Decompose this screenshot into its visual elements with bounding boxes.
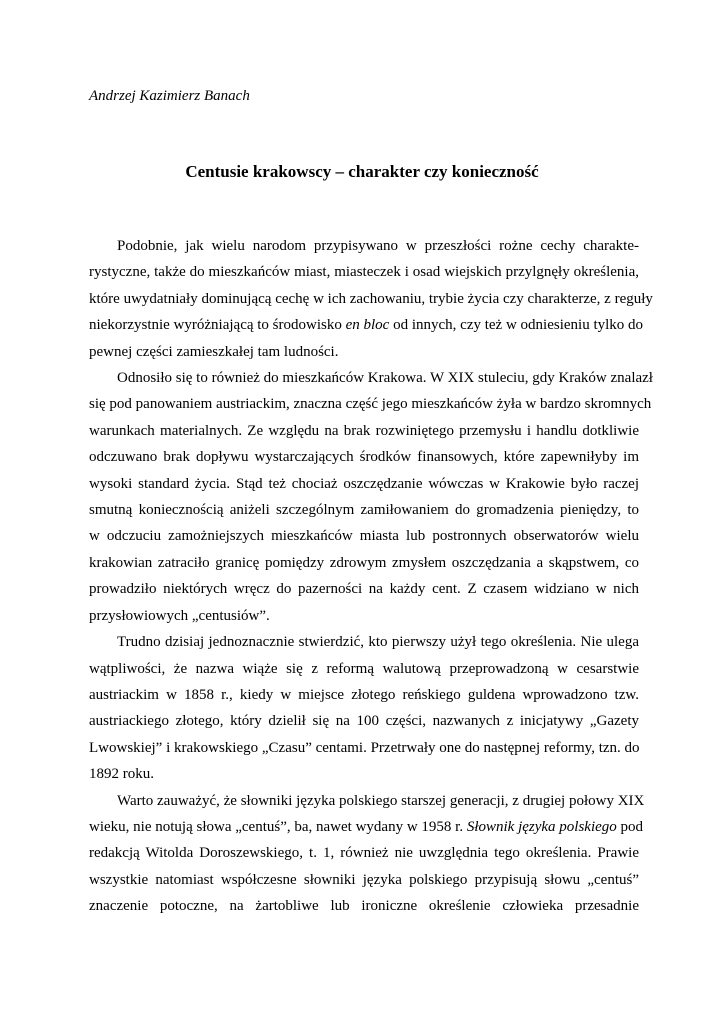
text-segment: pod bbox=[616, 818, 644, 835]
text-line bbox=[89, 286, 653, 312]
text-segment: prowadziło niektórych wręcz do pazerności na każdy cent. Z czasem widziano w nich bbox=[89, 581, 639, 598]
text-segment: Warto zauważyć, że słowniki języka polskiego starszej generacji, z drugiej połowy XIX bbox=[117, 792, 645, 809]
text-segment: wysoki standard życia. Stąd też chociaż oszczędzanie wówczas w Krakowie było raczej bbox=[89, 475, 639, 492]
paragraph bbox=[89, 788, 645, 920]
text-segment: austriackim w 1858 r., kiedy w miejsce złotego reńskiego guldena wprowadzono tzw. bbox=[89, 686, 639, 703]
text-line bbox=[89, 365, 653, 391]
text-segment: 1892 roku. bbox=[89, 766, 154, 783]
text-segment: które uwydatniały dominującą cechę w ich zachowaniu, trybie życia czy charakterze, z reguły bbox=[89, 290, 653, 307]
text-segment: przysłowiowych „centusiów”. bbox=[89, 607, 270, 624]
text-line bbox=[89, 550, 639, 576]
text-segment: znaczenie potoczne, na żartobliwe lub ironiczne określenie człowieka przesadnie bbox=[89, 898, 639, 915]
article-title: Centusie krakowscy – charakter czy konieczność bbox=[185, 162, 539, 181]
text-line bbox=[89, 391, 652, 417]
text-line bbox=[89, 444, 639, 470]
text-line bbox=[89, 603, 639, 629]
text-segment: niekorzystnie wyróżniającą to środowisko bbox=[89, 317, 346, 334]
text-line bbox=[89, 576, 639, 602]
italic-phrase: en bloc bbox=[345, 317, 390, 334]
text-segment: odczuwano brak dopływu wystarczających środków finansowych, które zapewniłyby im bbox=[89, 449, 639, 466]
text-segment: w odczuciu zamożniejszych mieszkańców miasta lub postronnych obserwatorów wielu bbox=[89, 528, 639, 545]
text-segment: wieku, nie notują słowa „centuś”, ba, nawet wydany w 1958 r. bbox=[89, 818, 467, 835]
text-segment: Trudno dzisiaj jednoznacznie stwierdzić, kto pierwszy użył tego określenia. Nie ulega bbox=[117, 634, 639, 651]
article-body bbox=[89, 233, 653, 920]
text-line bbox=[89, 312, 644, 338]
text-line bbox=[89, 523, 639, 549]
text-segment: od innych, czy też w odniesieniu tylko do bbox=[389, 317, 644, 334]
text-segment: redakcją Witolda Doroszewskiego, t. 1, również nie uwzględnia tego określenia. Prawie bbox=[89, 845, 639, 862]
text-segment: wątpliwości, że nazwa wiąże się z reformą walutową przeprowadzoną w cesarstwie bbox=[89, 660, 639, 677]
text-segment: smutną koniecznością aniżeli szczególnym zamiłowaniem do gromadzenia pieniędzy, to bbox=[89, 502, 639, 519]
author-name: Andrzej Kazimierz Banach bbox=[89, 88, 250, 104]
text-segment: się pod panowaniem austriackim, znaczna część jego mieszkańców żyła w bardzo skromnych bbox=[89, 396, 652, 413]
text-segment: rystyczne, także do mieszkańców miast, miasteczek i osad wiejskich przylgnęły określenia, bbox=[89, 264, 639, 281]
text-line bbox=[89, 656, 639, 682]
text-line bbox=[89, 471, 639, 497]
text-segment: warunkach materialnych. Ze względu na brak rozwiniętego przemysłu i handlu dotkliwie bbox=[89, 422, 639, 439]
text-segment: krakowian zatraciło granicę pomiędzy zdrowym zmysłem oszczędzania a skąpstwem, co bbox=[89, 554, 639, 571]
text-line bbox=[89, 497, 639, 523]
paragraph bbox=[89, 629, 639, 787]
text-line bbox=[89, 259, 639, 285]
text-segment: pewnej części zamieszkałej tam ludności. bbox=[89, 343, 339, 360]
text-line bbox=[89, 893, 639, 919]
text-line bbox=[89, 233, 639, 259]
text-line bbox=[89, 339, 639, 365]
text-line bbox=[89, 735, 639, 761]
text-line bbox=[89, 761, 639, 787]
text-line bbox=[89, 840, 639, 866]
paragraph bbox=[89, 365, 653, 629]
text-line bbox=[89, 629, 639, 655]
text-line bbox=[89, 788, 645, 814]
text-line bbox=[89, 708, 639, 734]
text-line bbox=[89, 682, 639, 708]
text-line bbox=[89, 814, 644, 840]
text-segment: Podobnie, jak wielu narodom przypisywano w przeszłości rożne cechy charakte- bbox=[117, 238, 639, 254]
text-segment: Lwowskiej” i krakowskiego „Czasu” centami. Przetrwały one do następnej reformy, tzn. do bbox=[89, 739, 640, 756]
italic-phrase: Słownik języka polskiego bbox=[466, 818, 617, 835]
text-segment: wszystkie natomiast współczesne słowniki języka polskiego przypisują słowu „centuś” bbox=[89, 871, 639, 888]
text-line bbox=[89, 867, 639, 893]
text-line bbox=[89, 418, 639, 444]
text-segment: austriackiego złotego, który dzielił się na 100 części, nazwanych z inicjatywy „Gazety bbox=[89, 713, 639, 730]
text-segment: Odnosiło się to również do mieszkańców Krakowa. W XIX stuleciu, gdy Kraków znalazł bbox=[117, 370, 653, 387]
paragraph bbox=[89, 233, 653, 365]
